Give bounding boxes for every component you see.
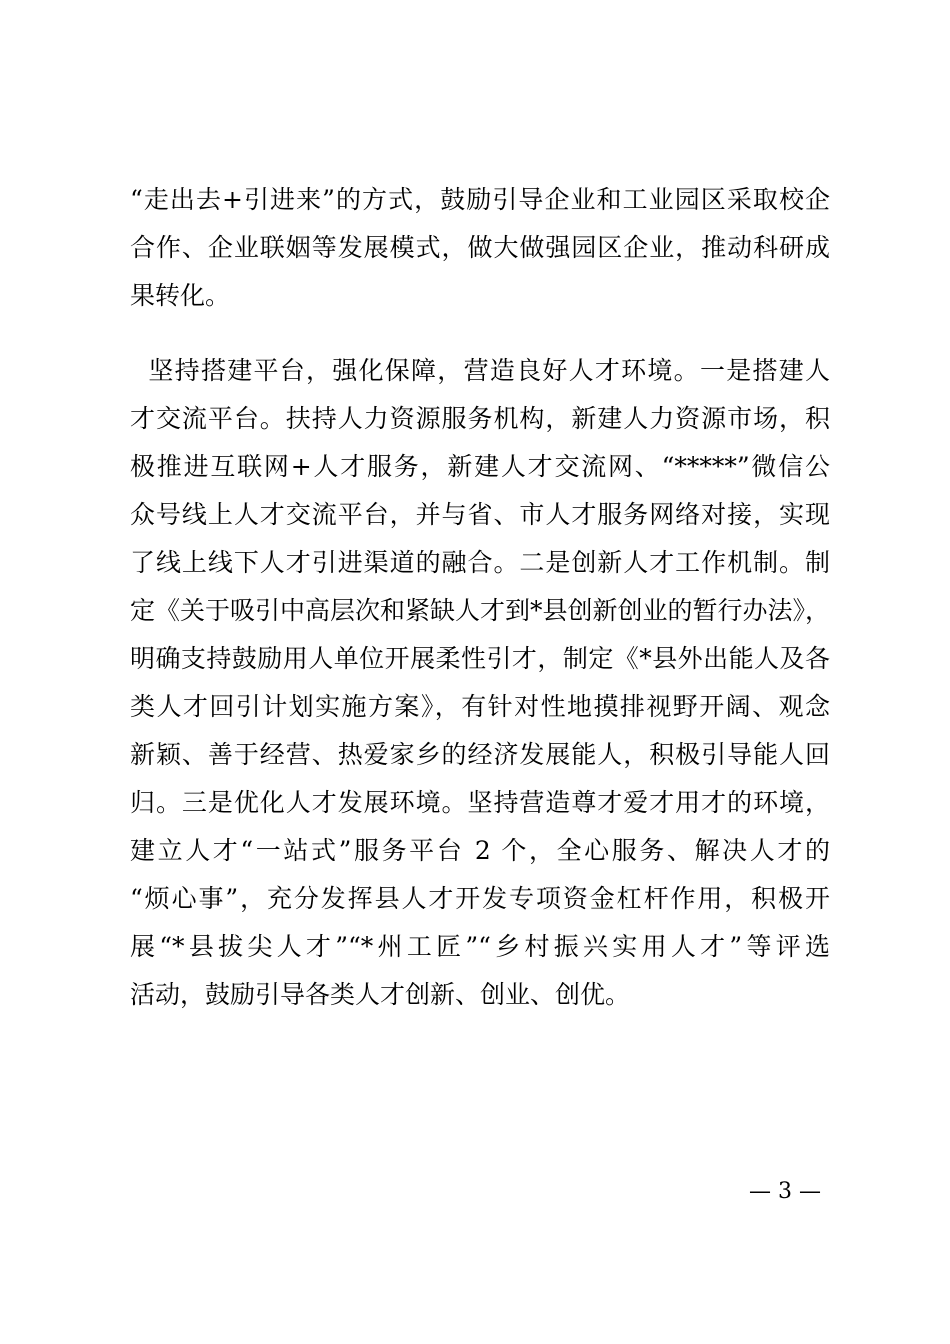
- text-line: 合作、企业联姻等发展模式，做大做强园区企业，推动科研成: [130, 233, 830, 262]
- text-line: 定《关于吸引中高层次和紧缺人才到*县创新创业的暂行办法》，: [130, 596, 831, 625]
- text-line: 明确支持鼓励用人单位开展柔性引才，制定《*县外出能人及各: [130, 644, 830, 673]
- text-line: 类人才回引计划实施方案》，有针对性地摸排视野开阔、观念: [130, 692, 830, 721]
- text-line: 建立人才“一站式”服务平台 2 个，全心服务、解决人才的: [130, 836, 830, 865]
- text-line: “走出去+引进来”的方式，鼓励引导企业和工业园区采取校企: [130, 185, 830, 214]
- text-line: 坚持搭建平台，强化保障，营造良好人才环境。一是搭建人: [130, 356, 830, 385]
- text-line: 极推进互联网+人才服务，新建人才交流网、“*****”微信公: [130, 452, 830, 481]
- text-line: 众号线上人才交流平台，并与省、市人才服务网络对接，实现: [130, 500, 830, 529]
- text-line: 展“*县拔尖人才”“*州工匠”“乡村振兴实用人才”等评选: [130, 932, 830, 961]
- text-line: “烦心事”，充分发挥县人才开发专项资金杠杆作用，积极开: [130, 884, 830, 913]
- text-line: 归。三是优化人才发展环境。坚持营造尊才爱才用才的环境，: [130, 788, 830, 817]
- text-line: 了线上线下人才引进渠道的融合。二是创新人才工作机制。制: [130, 548, 830, 577]
- text-line: 活动，鼓励引导各类人才创新、创业、创优。: [130, 980, 631, 1009]
- text-line: 才交流平台。扶持人力资源服务机构，新建人力资源市场，积: [130, 404, 830, 433]
- text-line: 新颖、善于经营、热爱家乡的经济发展能人，积极引导能人回: [130, 740, 830, 769]
- page-number: — 3 —: [749, 1179, 821, 1204]
- text-line: 果转化。: [130, 281, 231, 310]
